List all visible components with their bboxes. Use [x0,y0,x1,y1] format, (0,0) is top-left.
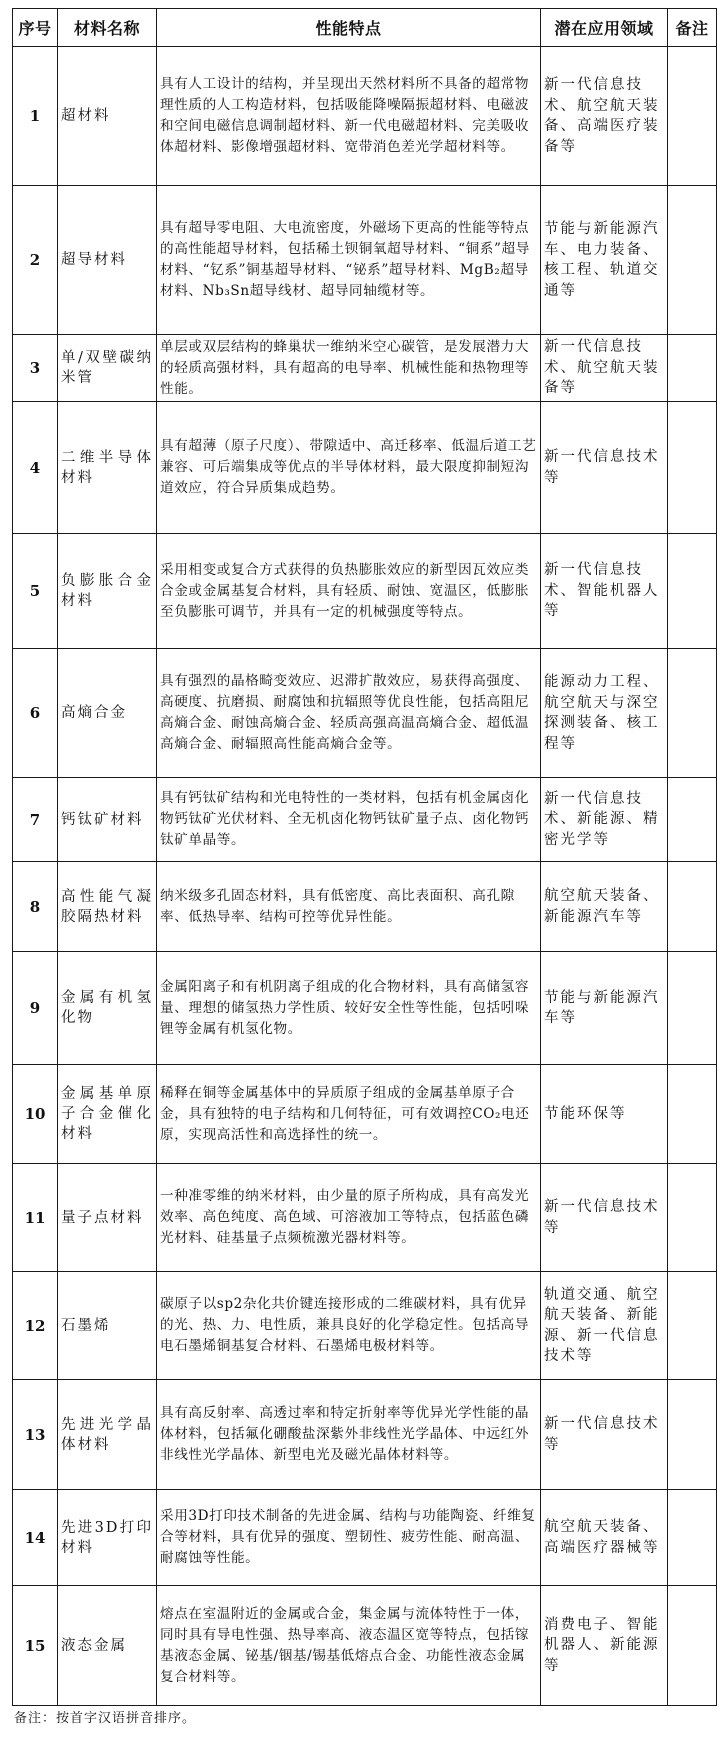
row-applications: 新一代信息技术等 [541,1164,668,1272]
row-remarks [668,335,717,402]
row-applications: 消费电子、智能机器人、新能源等 [541,1586,668,1706]
row-properties: 具有钙钛矿结构和光电特性的一类材料，包括有机金属卤化物钙钛矿光伏材料、全无机卤化物钙钛矿量子点、卤化物钙钛矿单晶等。 [157,778,541,862]
table-row [13,1490,717,1586]
row-material-name: 超导材料 [58,186,157,335]
row-applications: 节能与新能源汽车、电力装备、核工程、轨道交通等 [541,186,668,335]
row-properties: 碳原子以sp2杂化共价键连接形成的二维碳材料，具有优异的光、热、力、电性质，兼具良好的化学稳定性。包括高导电石墨烯铜基复合材料、石墨烯电极材料等。 [157,1272,541,1380]
table-row [13,47,717,186]
row-index: 13 [13,1380,58,1490]
row-applications: 航空航天装备、新能源汽车等 [541,862,668,952]
footnote: 备注：按首字汉语拼音排序。 [14,1711,197,1726]
row-index: 4 [13,402,58,534]
row-index: 11 [13,1164,58,1272]
header-properties: 性能特点 [157,9,541,47]
table-row [13,1164,717,1272]
row-remarks [668,1065,717,1164]
header-remarks: 备注 [668,9,717,47]
row-remarks [668,1272,717,1380]
row-remarks [668,1380,717,1490]
row-remarks [668,649,717,778]
row-remarks [668,402,717,534]
row-index: 8 [13,862,58,952]
row-index: 2 [13,186,58,335]
table-row [13,778,717,862]
row-remarks [668,778,717,862]
row-index: 5 [13,534,58,649]
row-material-name: 先进3D打印材料 [58,1490,157,1586]
row-index: 15 [13,1586,58,1706]
row-properties: 具有高反射率、高透过率和特定折射率等优异光学性能的晶体材料，包括氟化硼酸盐深紫外非线性光学晶体、中远红外非线性光学晶体、新型电光及磁光晶体材料等。 [157,1380,541,1490]
row-material-name: 金属有机氢化物 [58,952,157,1065]
row-properties: 单层或双层结构的蜂巢状一维纳米空心碳管，是发展潜力大的轻质高强材料，具有超高的电导率、机械性能和热物理等性能。 [157,335,541,402]
row-material-name: 超材料 [58,47,157,186]
row-material-name: 单/双壁碳纳米管 [58,335,157,402]
table-header-row [13,9,717,47]
row-properties: 纳米级多孔固态材料，具有低密度、高比表面积、高孔隙率、低热导率、结构可控等优异性能。 [157,862,541,952]
table-row [13,952,717,1065]
table-row [13,1380,717,1490]
row-material-name: 石墨烯 [58,1272,157,1380]
row-index: 1 [13,47,58,186]
row-applications: 节能与新能源汽车等 [541,952,668,1065]
row-properties: 具有人工设计的结构，并呈现出天然材料所不具备的超常物理性质的人工构造材料，包括吸能降噪隔振超材料、电磁波和空间电磁信息调制超材料、新一代电磁超材料、完美吸收体超材料、影像增强超材料、宽带消色差光学超材料等。 [157,47,541,186]
row-material-name: 先进光学晶体材料 [58,1380,157,1490]
row-remarks [668,47,717,186]
table-row [13,862,717,952]
table-row [13,186,717,335]
row-applications: 新一代信息技术等 [541,1380,668,1490]
row-applications: 新一代信息技术、智能机器人等 [541,534,668,649]
materials-table [12,8,717,1706]
table-row [13,402,717,534]
row-applications: 轨道交通、航空航天装备、新能源、新一代信息技术等 [541,1272,668,1380]
row-properties: 采用3D打印技术制备的先进金属、结构与功能陶瓷、纤维复合等材料，具有优异的强度、塑韧性、疲劳性能、耐高温、耐腐蚀等性能。 [157,1490,541,1586]
row-index: 10 [13,1065,58,1164]
row-material-name: 高性能气凝胶隔热材料 [58,862,157,952]
row-remarks [668,1164,717,1272]
row-remarks [668,1490,717,1586]
row-index: 14 [13,1490,58,1586]
row-applications: 新一代信息技术、航空航天装备等 [541,335,668,402]
table-row [13,1065,717,1164]
row-remarks [668,952,717,1065]
row-remarks [668,862,717,952]
row-index: 7 [13,778,58,862]
row-applications: 航空航天装备、高端医疗器械等 [541,1490,668,1586]
row-applications: 能源动力工程、航空航天与深空探测装备、核工程等 [541,649,668,778]
table-row [13,1586,717,1706]
table-row [13,335,717,402]
row-index: 12 [13,1272,58,1380]
row-properties: 金属阳离子和有机阴离子组成的化合物材料，具有高储氢容量、理想的储氢热力学性质、较好安全性等性能，包括吲哚锂等金属有机氢化物。 [157,952,541,1065]
row-material-name: 高熵合金 [58,649,157,778]
row-material-name: 量子点材料 [58,1164,157,1272]
row-remarks [668,1586,717,1706]
table-row [13,1272,717,1380]
row-properties: 具有超导零电阻、大电流密度，外磁场下更高的性能等特点的高性能超导材料，包括稀土钡铜氧超导材料、“铜系”超导材料、“钇系”铜基超导材料、“铋系”超导材料、MgB₂超导材料、Nb₃Sn超导线材、超导同轴缆材等。 [157,186,541,335]
header-name: 材料名称 [58,9,157,47]
row-material-name: 液态金属 [58,1586,157,1706]
row-properties: 熔点在室温附近的金属或合金，集金属与流体特性于一体，同时具有导电性强、热导率高、液态温区宽等特点，包括镓基液态金属、铋基/铟基/锡基低熔点合金、功能性液态金属复合材料等。 [157,1586,541,1706]
row-material-name: 负膨胀合金材料 [58,534,157,649]
row-properties: 具有强烈的晶格畸变效应、迟滞扩散效应，易获得高强度、高硬度、抗磨损、耐腐蚀和抗辐照等优良性能，包括高阻尼高熵合金、耐蚀高熵合金、轻质高强高温高熵合金、超低温高熵合金、耐辐照高性能高熵合金等。 [157,649,541,778]
row-properties: 稀释在铜等金属基体中的异质原子组成的金属基单原子合金，具有独特的电子结构和几何特征，可有效调控CO₂电还原，实现高活性和高选择性的统一。 [157,1065,541,1164]
row-index: 3 [13,335,58,402]
row-properties: 一种准零维的纳米材料，由少量的原子所构成，具有高发光效率、高色纯度、高色域、可溶液加工等特点，包括蓝色磷光材料、硅基量子点频梳激光器材料等。 [157,1164,541,1272]
row-applications: 新一代信息技术等 [541,402,668,534]
table-row [13,534,717,649]
row-remarks [668,534,717,649]
row-material-name: 二维半导体材料 [58,402,157,534]
table-row [13,649,717,778]
row-index: 6 [13,649,58,778]
header-applications: 潜在应用领域 [541,9,668,47]
row-applications: 节能环保等 [541,1065,668,1164]
row-material-name: 钙钛矿材料 [58,778,157,862]
row-material-name: 金属基单原子合金催化材料 [58,1065,157,1164]
row-properties: 采用相变或复合方式获得的负热膨胀效应的新型因瓦效应类合金或金属基复合材料，具有轻质、耐蚀、宽温区，低膨胀至负膨胀可调节，并具有一定的机械强度等特点。 [157,534,541,649]
row-properties: 具有超薄（原子尺度）、带隙适中、高迁移率、低温后道工艺兼容、可后端集成等优点的半导体材料，最大限度抑制短沟道效应，符合异质集成趋势。 [157,402,541,534]
row-applications: 新一代信息技术、新能源、精密光学等 [541,778,668,862]
row-remarks [668,186,717,335]
row-applications: 新一代信息技术、航空航天装备、高端医疗装备等 [541,47,668,186]
row-index: 9 [13,952,58,1065]
header-index: 序号 [13,9,58,47]
